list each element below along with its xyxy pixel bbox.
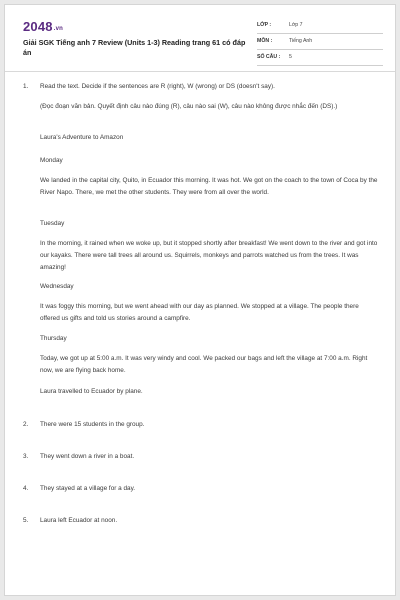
- paragraph-monday: We landed in the capital city, Quito, in Ecuador this morning. It was hot. We got on the coach to the town of Coca by the River Napo. There, we met the other students. They were from all over the world.: [40, 177, 378, 196]
- meta-value-grade: Lớp 7: [289, 22, 303, 28]
- meta-row-grade: [257, 18, 383, 34]
- statement-1: Laura travelled to Ecuador by plane.: [40, 388, 143, 395]
- meta-label-subject: MÔN :: [257, 38, 273, 44]
- day-heading-tuesday: Tuesday: [40, 220, 65, 227]
- meta-value-subject: Tiếng Anh: [289, 38, 313, 44]
- header-divider: [5, 71, 395, 72]
- question-text-4: They stayed at a village for a day.: [40, 485, 136, 492]
- document-page: [4, 4, 396, 596]
- instruction-vietnamese: (Đọc đoạn văn bản. Quyết định câu nào đúng (R), câu nào sai (W), câu nào không được nhắc đến (DS).): [40, 103, 338, 110]
- question-number-2: 2.: [23, 421, 29, 428]
- question-text-1: Read the text. Decide if the sentences are R (right), W (wrong) or DS (doesn't say).: [40, 83, 275, 90]
- document-title: Giải SGK Tiếng anh 7 Review (Units 1-3) Reading trang 61 có đáp án: [23, 38, 246, 57]
- logo-text: 2048: [23, 19, 53, 34]
- paragraph-wednesday: It was foggy this morning, but we went ahead with our day as planned. We stopped at a village. The people there offered us gifts and told us stories around a campfire.: [40, 303, 359, 322]
- question-number-1: 1.: [23, 83, 29, 90]
- meta-table: [257, 18, 383, 66]
- logo-suffix: .vn: [53, 26, 64, 32]
- day-heading-monday: Monday: [40, 157, 63, 164]
- meta-label-count: SỐ CÂU :: [257, 54, 281, 60]
- site-logo[interactable]: [23, 19, 63, 34]
- question-text-2: There were 15 students in the group.: [40, 421, 145, 428]
- meta-value-count: 5: [289, 54, 292, 60]
- passage-title: Laura's Adventure to Amazon: [40, 134, 124, 141]
- paragraph-tuesday: In the morning, it rained when we woke up, but it stopped shortly after breakfast! We went down to the river and got into our kayaks. There were tall trees all around us. Squirrels, monkeys and parrots watched us from the trees. It was amazing!: [40, 240, 378, 271]
- question-number-3: 3.: [23, 453, 29, 460]
- meta-label-grade: LỚP :: [257, 22, 272, 28]
- question-number-4: 4.: [23, 485, 29, 492]
- question-text-3: They went down a river in a boat.: [40, 453, 135, 460]
- question-number-5: 5.: [23, 517, 29, 524]
- question-text-5: Laura left Ecuador at noon.: [40, 517, 118, 524]
- day-heading-thursday: Thursday: [40, 335, 67, 342]
- day-heading-wednesday: Wednesday: [40, 283, 74, 290]
- document-header: [5, 5, 395, 71]
- meta-row-subject: [257, 34, 383, 50]
- meta-row-count: [257, 50, 383, 66]
- paragraph-thursday: Today, we got up at 5:00 a.m. It was very windy and cool. We packed our bags and left the village at 7:00 a.m. Right now, we are flying back home.: [40, 355, 368, 374]
